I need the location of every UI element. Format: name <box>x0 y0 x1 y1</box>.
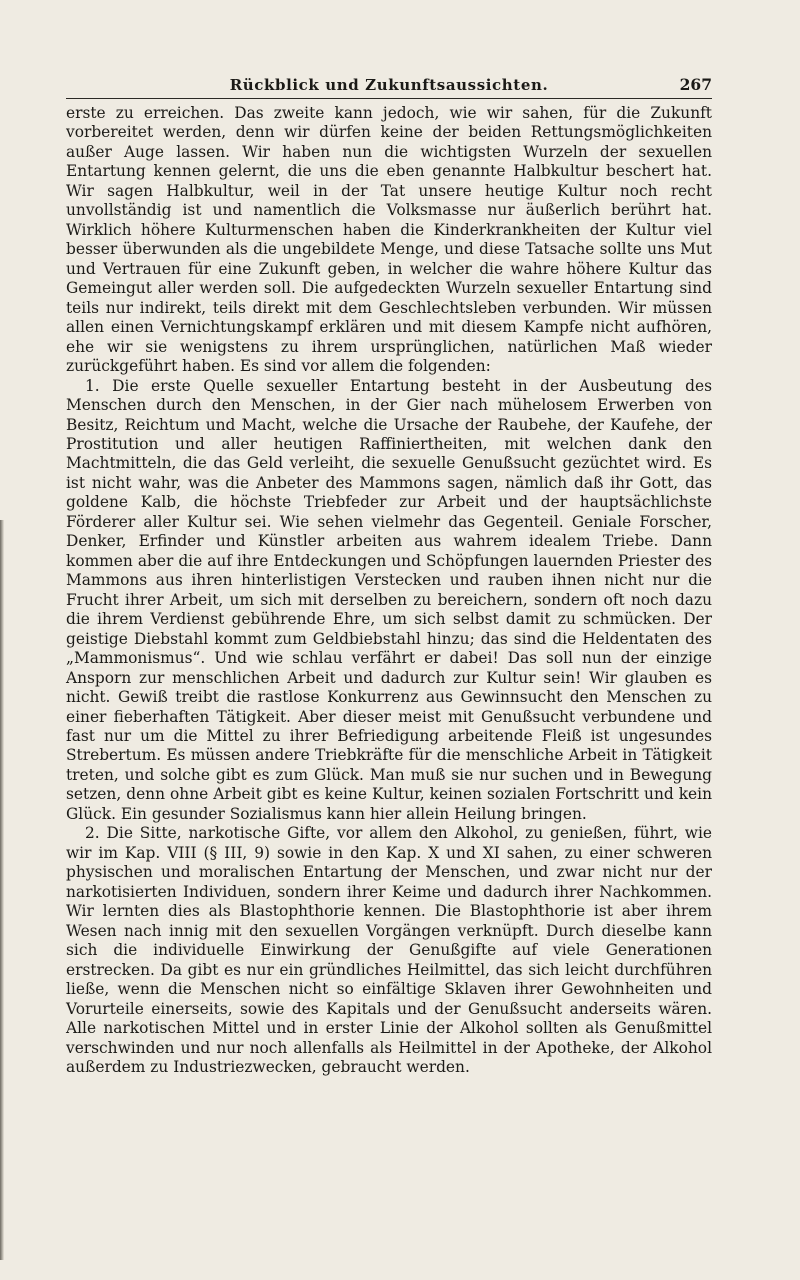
running-head <box>66 74 712 99</box>
page-number: 267 <box>679 75 712 94</box>
page-edge-shadow <box>0 520 4 1260</box>
paragraph-point-2: 2. Die Sitte, narkotische Gifte, vor allem den Alkohol, zu genießen, führt, wie wir im Kap. VIII (§ III, 9) sowie in den Kap. X und XI sahen, zu einer schweren physischen und moralischen Entartung der Menschen, und zwar nicht nur der narkotisierten Individuen, sondern ihrer Keime und dadurch ihrer Nachkommen. Wir lernten dies als Blastophthorie kennen. Die Blastophthorie ist aber ihrem Wesen nach innig mit den sexuellen Vorgängen verknüpft. Durch dieselbe kann sich die individuelle Einwirkung der Genußgifte auf viele Generationen erstrecken. Da gibt es nur ein gründliches Heilmittel, das sich leicht durchführen ließe, wenn die Menschen nicht so einfältige Sklaven ihrer Gewohnheiten und Vorurteile einerseits, sowie des Kapitals und der Genußsucht anderseits wären. Alle narkotischen Mittel und in erster Linie der Alkohol sollten als Genußmittel verschwinden und nur noch allenfalls als Heilmittel in der Apotheke, der Alkohol außerdem zu Industriezwecken, gebraucht werden. <box>66 824 712 1076</box>
paragraph-point-1: 1. Die erste Quelle sexueller Entartung besteht in der Ausbeutung des Menschen durch den Menschen, in der Gier nach mühelosem Erwerben von Besitz, Reichtum und Macht, welche die Ursache der Raubehe, der Kaufehe, der Prostitution und aller heutigen Raffiniertheiten, mit welchen dank den Machtmitteln, die das Geld verleiht, die sexuelle Genußsucht gezüchtet wird. Es ist nicht wahr, was die Anbeter des Mammons sagen, nämlich daß ihr Gott, das goldene Kalb, die höchste Triebfeder zur Arbeit und der hauptsächlichste Förderer aller Kultur sei. Wie sehen vielmehr das Gegenteil. Geniale Forscher, Denker, Erfinder und Künstler arbeiten aus wahrem idealem Triebe. Dann kommen aber die auf ihre Entdeckungen und Schöpfungen lauernden Priester des Mammons aus ihren hinterlistigen Verstecken und rauben ihnen nicht nur die Frucht ihrer Arbeit, um sich mit derselben zu bereichern, sondern oft noch dazu die ihrem Verdienst gebührende Ehre, um sich selbst damit zu schmücken. Der geistige Diebstahl kommt zum Geldbiebstahl hinzu; das sind die Heldentaten des „Mammonismus“. Und wie schlau verfährt er dabei! Das soll nun der einzige Ansporn zur menschlichen Arbeit und dadurch zur Kultur sein! Wir glauben es nicht. Gewiß treibt die rastlose Konkurrenz aus Gewinnsucht den Menschen zu einer fieberhaften Tätigkeit. Aber dieser meist mit Genußsucht verbundene und fast nur um die Mittel zu ihrer Befriedigung arbeitende Fleiß ist ungesundes Strebertum. Es müssen andere Triebkräfte für die menschliche Arbeit in Tätigkeit treten, und solche gibt es zum Glück. Man muß sie nur suchen und in Bewegung setzen, denn ohne Arbeit gibt es keine Kultur, keinen sozialen Fortschritt und kein Glück. Ein gesunder Sozialismus kann hier allein Heilung bringen. <box>66 376 712 823</box>
body-text <box>66 104 712 1077</box>
running-head-title: Rückblick und Zukunftsaussichten. <box>229 76 549 94</box>
paragraph-intro: erste zu erreichen. Das zweite kann jedoch, wie wir sahen, für die Zukunft vorbereitet werden, denn wir dürfen keine der beiden Rettungsmöglichkeiten außer Auge lassen. Wir haben nun die wichtigsten Wurzeln der sexuellen Entartung kennen gelernt, die uns die eben genannte Halbkultur beschert hat. Wir sagen Halbkultur, weil in der Tat unsere heutige Kultur noch recht unvollständig ist und namentlich die Volksmasse nur äußerlich berührt hat. Wirklich höhere Kulturmenschen haben die Kinderkrankheiten der Kultur viel besser überwunden als die ungebildete Menge, und diese Tatsache sollte uns Mut und Vertrauen für eine Zukunft geben, in welcher die wahre höhere Kultur das Gemeingut aller werden soll. Die aufgedeckten Wurzeln sexueller Entartung sind teils nur indirekt, teils direkt mit dem Geschlechtsleben verbunden. Wir müssen allen einen Vernichtungskampf erklären und mit diesem Kampfe nicht aufhören, ehe wir sie wenigstens zu ihrem ursprünglichen, natürlichen Maß wieder zurückgeführt haben. Es sind vor allem die folgenden: <box>66 104 712 376</box>
